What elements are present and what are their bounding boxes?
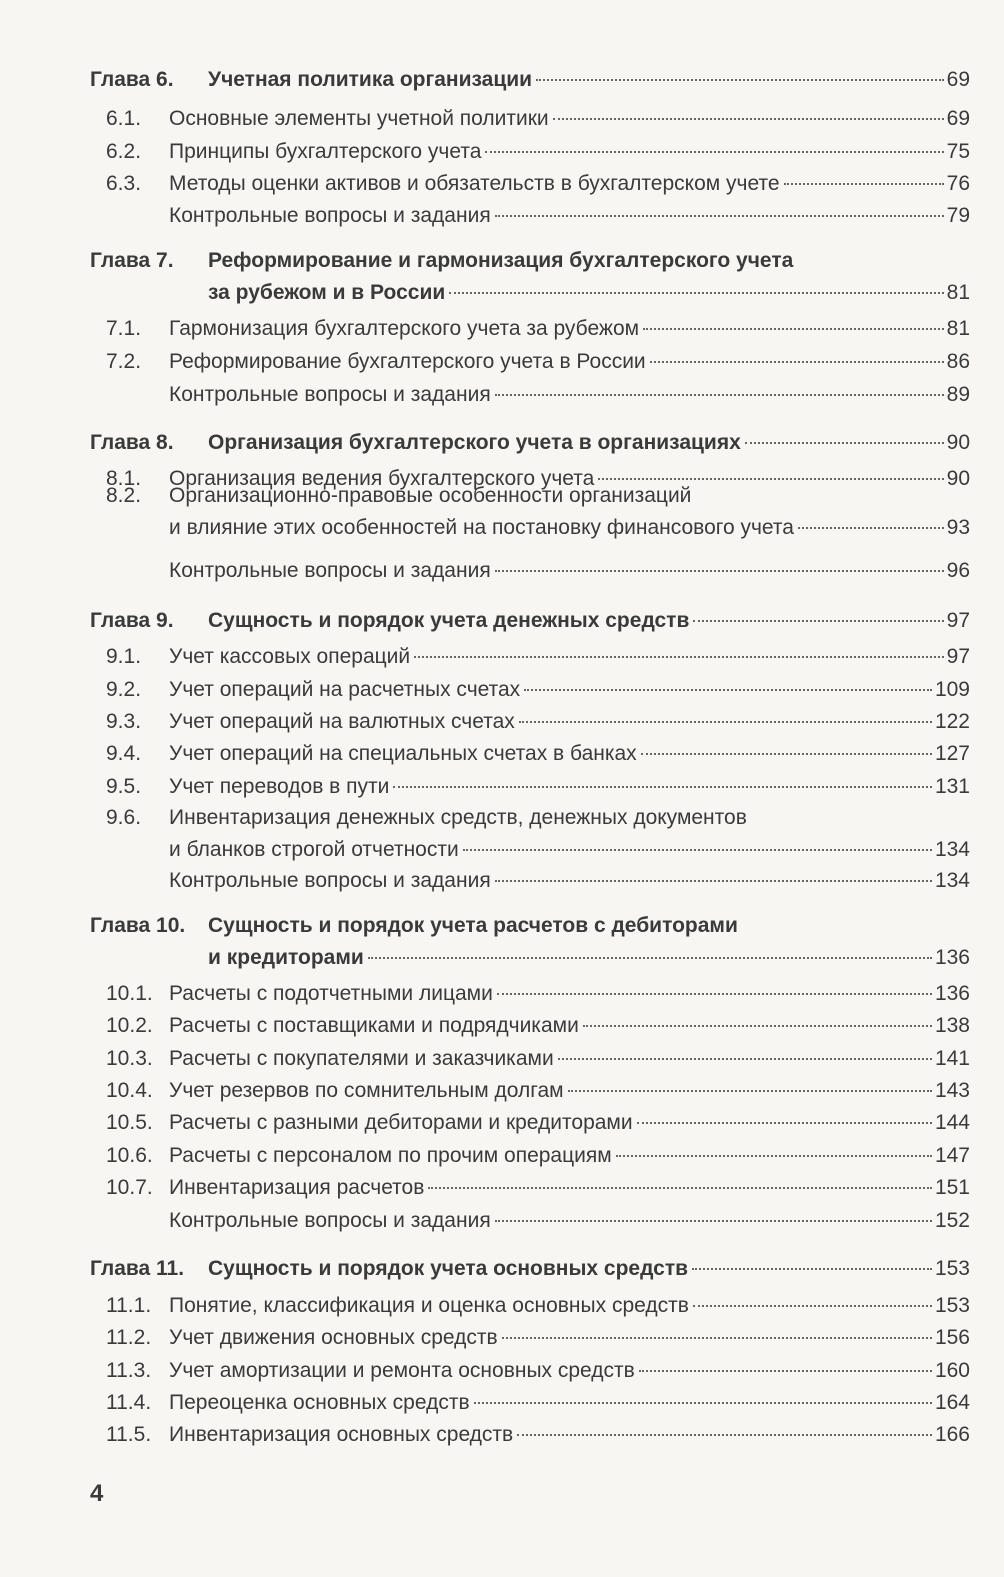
toc-chapter [0,64,1004,96]
toc-title: и бланков строгой отчетности [169,838,459,861]
toc-title: Контрольные вопросы и задания [169,204,491,227]
toc-page: 97 [946,609,970,632]
dot-leader [568,1090,932,1092]
dot-leader [784,183,944,185]
toc-title: Контрольные вопросы и задания [169,1209,491,1232]
toc-page: 81 [946,281,970,304]
toc-title: Реформирование бухгалтерского учета в России [169,350,646,373]
toc-title: Учет движения основных средств [169,1326,498,1349]
toc-section [0,1075,1004,1107]
toc-section [0,1387,1004,1419]
toc-leader-row [169,1107,970,1139]
dot-leader [393,786,932,788]
toc-leader-row [169,738,970,770]
toc-leader-row [169,1010,970,1042]
toc-chapter [0,914,1004,974]
toc-page: 152 [934,1209,970,1232]
toc-chapter [0,427,1004,459]
dot-leader [474,1402,932,1404]
toc-leader-row [169,379,970,411]
toc-leader-row [169,978,970,1010]
dot-leader [692,1268,932,1270]
dot-leader [637,1122,932,1124]
toc-section [0,1140,1004,1172]
toc-page: 134 [934,869,970,892]
toc-leader-row [169,1205,970,1237]
toc-page: 79 [946,204,970,227]
toc-leader-row [208,427,970,459]
dot-leader [524,689,932,691]
toc-title-line: Инвентаризация денежных средств, денежных документов [169,806,747,829]
toc-number: 10.1. [106,982,153,1005]
toc-title: Контрольные вопросы и задания [169,869,491,892]
toc-section [0,1172,1004,1204]
toc-page: 147 [934,1144,970,1167]
toc-title: Инвентаризация расчетов [169,1176,425,1199]
toc-leader-row [169,1290,970,1322]
toc-number: 9.4. [106,742,142,765]
toc-title: Гармонизация бухгалтерского учета за рубежом [169,317,640,340]
toc-page: 151 [934,1176,970,1199]
toc-title: Расчеты с покупателями и заказчиками [169,1047,554,1070]
toc-leader-row [169,1075,970,1107]
toc-leader-row [169,1322,970,1354]
toc-leader-row [169,771,970,803]
toc-number: 6.2. [106,140,142,163]
toc-leader-row [169,1387,970,1419]
toc-page: 75 [946,140,970,163]
toc-title: Понятие, классификация и оценка основных средств [169,1294,689,1317]
toc-title: Учетная политика организации [208,68,533,91]
toc-number: 8.1. [106,467,142,490]
toc-title: Учет резервов по сомнительным долгам [169,1079,564,1102]
dot-leader [616,1155,932,1157]
toc-page: 143 [934,1079,970,1102]
toc-title: Методы оценки активов и обязательств в бухгалтерском учете [169,172,780,195]
toc-section [0,379,1004,411]
toc-title: Принципы бухгалтерского учета [169,140,482,163]
dot-leader [497,993,932,995]
toc-number: 10.4. [106,1079,153,1102]
toc-number: Глава 6. [90,68,174,91]
toc-title: Расчеты с подотчетными лицами [169,982,493,1005]
dot-leader [553,118,944,120]
toc-title: Инвентаризация основных средств [169,1423,514,1446]
toc-page: 109 [934,678,970,701]
toc-number: 11.4. [106,1391,152,1414]
toc-leader-row [169,200,970,232]
dot-leader [650,361,944,363]
toc-page: 86 [946,350,970,373]
toc-page: 122 [934,710,970,733]
toc-number: 9.5. [106,775,142,798]
dot-leader [643,328,944,330]
toc-title: Учет кассовых операций [169,645,411,668]
toc-title: Контрольные вопросы и задания [169,383,491,406]
toc-section [0,865,1004,897]
toc-page: 141 [934,1047,970,1070]
dot-leader [485,151,943,153]
toc-number: 11.3. [106,1359,152,1382]
toc-section [0,1355,1004,1387]
toc-number: 7.2. [106,350,142,373]
toc-leader-row [169,136,970,168]
toc-chapter [0,1253,1004,1285]
toc-number: 10.7. [106,1176,153,1199]
toc-title: Учет амортизации и ремонта основных средств [169,1359,635,1382]
toc-title: Организация ведения бухгалтерского учета [169,467,595,490]
toc-number: Глава 11. [90,1257,185,1280]
dot-leader [519,721,932,723]
toc-section [0,168,1004,200]
toc-title: Контрольные вопросы и задания [169,559,491,582]
toc-section [0,200,1004,232]
toc-title: и влияние этих особенностей на постановку финансового учета [169,516,794,539]
toc-section [0,706,1004,738]
toc-leader-row [169,1355,970,1387]
toc-leader-row [169,103,970,135]
toc-title: Расчеты с разными дебиторами и кредиторами [169,1111,633,1134]
toc-number: 9.2. [106,678,142,701]
dot-leader [414,656,944,658]
toc-section [0,555,1004,587]
dot-leader [558,1058,932,1060]
toc-number: 6.3. [106,172,142,195]
toc-page: 153 [934,1257,970,1280]
toc-leader-row [169,674,970,706]
toc-number: 11.2. [106,1326,152,1349]
toc-section [0,1205,1004,1237]
toc-title: за рубежом и в России [208,281,446,304]
toc-page: 131 [934,775,970,798]
dot-leader [745,442,944,444]
toc-number: 9.3. [106,710,142,733]
toc-number: Глава 7. [90,249,174,272]
toc-leader-row [169,641,970,673]
toc-page: 81 [946,317,970,340]
toc-leader-row [169,1043,970,1075]
dot-leader [536,79,944,81]
toc-title: Сущность и порядок учета основных средств [208,1257,689,1280]
dot-leader [693,620,943,622]
toc-section [0,978,1004,1010]
toc-page: 69 [946,68,970,91]
toc-title: Сущность и порядок учета денежных средств [208,609,690,632]
toc-section [0,771,1004,803]
toc-leader-row [169,1172,970,1204]
toc-section [0,346,1004,378]
dot-leader [798,527,944,529]
toc-leader-row [169,834,970,866]
toc-page: 90 [946,467,970,490]
toc-section [0,103,1004,135]
dot-leader [495,570,944,572]
toc-number: 6.1. [106,107,142,130]
toc-leader-row [169,555,970,587]
toc-section [0,484,1004,544]
toc-number: 9.1. [106,645,142,668]
toc-leader-row [208,64,970,96]
toc-title: Учет операций на специальных счетах в банках [169,742,637,765]
dot-leader [583,1025,932,1027]
toc-title: Учет переводов в пути [169,775,390,798]
toc-title-line: Реформирование и гармонизация бухгалтерского учета [208,249,794,272]
toc-leader-row [169,706,970,738]
dot-leader [641,753,932,755]
toc-leader-row [169,168,970,200]
toc-title: Переоценка основных средств [169,1391,470,1414]
dot-leader [495,215,944,217]
dot-leader [368,957,932,959]
toc-section [0,738,1004,770]
toc-chapter [0,605,1004,637]
toc-page: 136 [934,982,970,1005]
dot-leader [495,1220,932,1222]
toc-page: 153 [934,1294,970,1317]
toc-leader-row [169,313,970,345]
toc-title: Расчеты с поставщиками и подрядчиками [169,1014,579,1037]
dot-leader [639,1370,932,1372]
toc-section [0,1043,1004,1075]
toc-page: 144 [934,1111,970,1134]
toc-leader-row [169,1419,970,1451]
toc-number: 10.5. [106,1111,153,1134]
page-number: 4 [90,1480,104,1507]
toc-chapter [0,249,1004,309]
toc-title: Учет операций на расчетных счетах [169,678,521,701]
toc-page: 138 [934,1014,970,1037]
toc-page: 69 [946,107,970,130]
dot-leader [449,292,943,294]
toc-section [0,1419,1004,1451]
toc-section [0,806,1004,866]
toc-section [0,1010,1004,1042]
toc-page: 93 [946,516,970,539]
toc-title: Организация бухгалтерского учета в организациях [208,431,741,454]
dot-leader [495,880,932,882]
toc-number: 10.6. [106,1144,153,1167]
toc-page: 76 [946,172,970,195]
toc-page: 89 [946,383,970,406]
toc-leader-row [208,1253,970,1285]
toc-leader-row [208,942,970,974]
toc-page: 90 [946,431,970,454]
toc-number: 8.2. [106,484,142,507]
toc-leader-row [208,605,970,637]
toc-leader-row [169,346,970,378]
toc-page: 97 [946,645,970,668]
toc-number: 9.6. [106,806,142,829]
toc-number: Глава 9. [90,609,174,632]
toc-section [0,1322,1004,1354]
toc-page: 127 [934,742,970,765]
toc-number: Глава 10. [90,914,186,937]
toc-title: Расчеты с персоналом по прочим операциям [169,1144,612,1167]
dot-leader [517,1434,932,1436]
toc-number: 11.5. [106,1423,152,1446]
toc-page: 136 [934,946,970,969]
toc-title-line: Сущность и порядок учета расчетов с дебиторами [208,914,738,937]
toc-number: 10.2. [106,1014,153,1037]
toc-page: 160 [934,1359,970,1382]
toc-section [0,1107,1004,1139]
dot-leader [693,1305,932,1307]
toc-leader-row [208,277,970,309]
toc-section [0,641,1004,673]
toc-section [0,674,1004,706]
toc-number: 11.1. [106,1294,152,1317]
toc-page: 96 [946,559,970,582]
toc-section [0,1290,1004,1322]
toc-leader-row [169,512,970,544]
toc-number: 10.3. [106,1047,153,1070]
dot-leader [463,849,932,851]
toc-title-line: Организационно-правовые особенности организаций [169,484,692,507]
dot-leader [495,394,944,396]
toc-leader-row [169,865,970,897]
toc-number: Глава 8. [90,431,174,454]
toc-section [0,136,1004,168]
toc-page: 156 [934,1326,970,1349]
toc-page: 166 [934,1423,970,1446]
toc-page: 164 [934,1391,970,1414]
dot-leader [428,1187,932,1189]
dot-leader [502,1337,932,1339]
toc-title: и кредиторами [208,946,364,969]
toc-leader-row [169,1140,970,1172]
toc-number: 7.1. [106,317,142,340]
toc-section [0,313,1004,345]
toc-page: 134 [934,838,970,861]
toc-title: Учет операций на валютных счетах [169,710,515,733]
toc-title: Основные элементы учетной политики [169,107,549,130]
